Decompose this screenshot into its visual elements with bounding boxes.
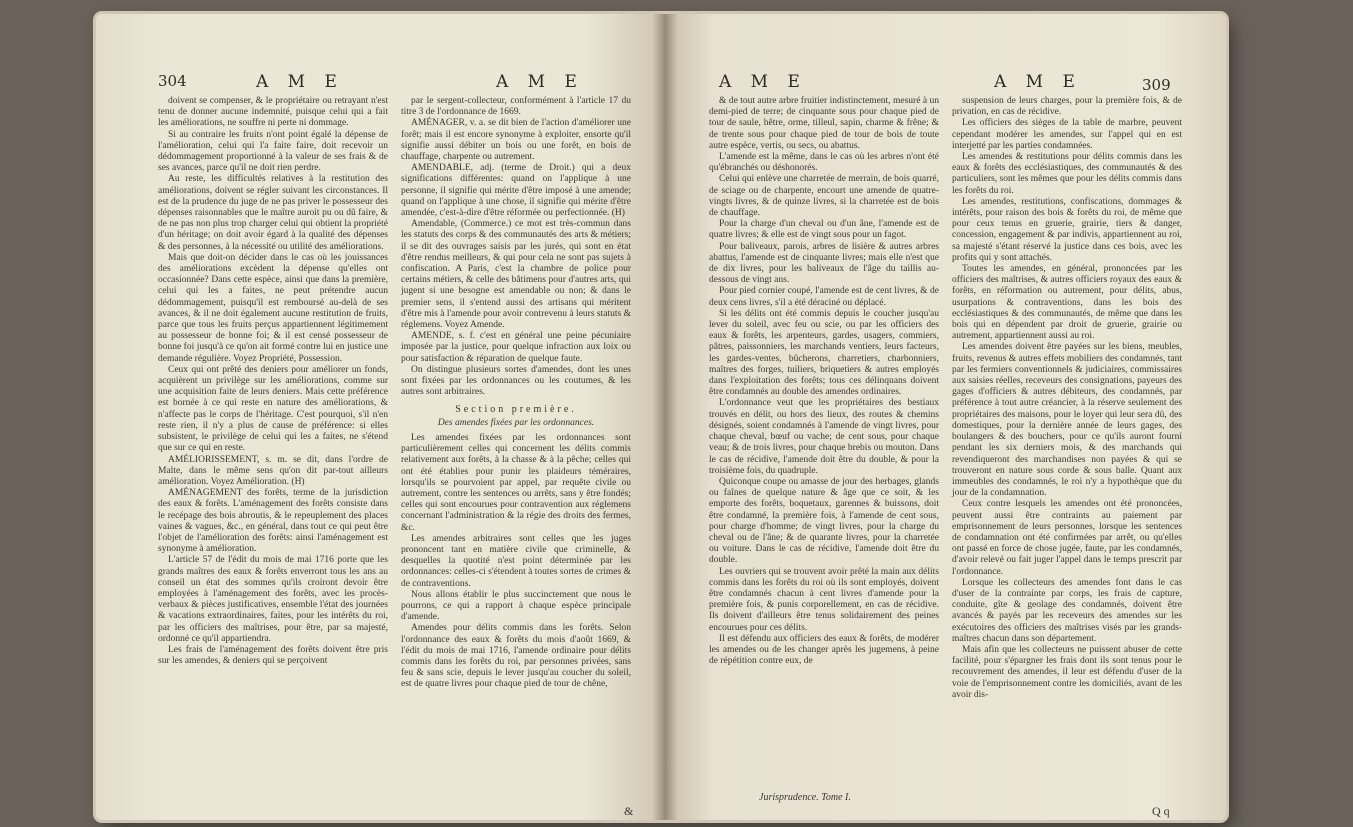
paragraph: L'article 57 de l'édit du mois de mai 1716 porte que les grands maîtres des eaux & forêts enverront tous les ans au conseil un état des sommes qu'ils croiront devoir être employées à l'aménagement des forêts, avec les procès-verbaux & pièces justificatives, ensemble l'état des journées & vacations extraordinaires, faites, pour les intérêts du roi, par les officiers des maîtrises, pour être, par sa majesté, ordonné ce qu'il appartiendra. bbox=[158, 555, 388, 644]
right-column-1 bbox=[709, 96, 939, 667]
signature-mark: Q q bbox=[1152, 804, 1170, 818]
left-column-2 bbox=[401, 96, 631, 691]
section-subtitle: Des amendes fixées par les ordonnances. bbox=[437, 417, 595, 428]
catchword: & bbox=[624, 804, 634, 818]
paragraph: Ceux contre lesquels les amendes ont été prononcées, peuvent aussi être contraints au paiement par emprisonnement de leurs personnes, lorsque les sentences de condamnation ont été confirmées par arrêt, ou qu'elles ont passé en force de chose jugée, faute, par les condamnés, d'avoir relevé ou fait juger l'appel dans le temps prescrit par l'ordonnance. bbox=[952, 499, 1182, 577]
paragraph: Amendes pour délits commis dans les forêts. Selon l'ordonnance des eaux & forêts du mois d'août 1669, & l'édit du mois de mai 1716, l'amende ordinaire pour délits commis dans les forêts du roi, par personnes privées, sans feu & sans scie, depuis le lever jusqu'au coucher du soleil, est de quatre livres pour chaque pied de tour de chêne, bbox=[401, 623, 631, 690]
paragraph: doivent se compenser, & le propriétaire ou retrayant n'est tenu de donner aucune indemnité, puisque celui qui a fait les améliorations, ne souffre ni perte ni dommage. bbox=[158, 96, 388, 129]
paragraph: Mais que doit-on décider dans le cas où les jouissances des améliorations excèdent la dépense qu'elles ont occasionnée? Dans cette espèce, ainsi que dans la première, celui qui les a faites, ne peut prétendre aucun dédommagement, puisqu'il est remboursé au-delà de ses avances, & il ne doit également aucune restitution de fruits, parce que tous les fruits perçus appartiennent légitimement au possesseur de bonne foi; & il est censé possesseur de bonne foi jusqu'à ce qu'on ait formé contre lui en justice une demande régulière. Voyez Propriété, Possession. bbox=[158, 252, 388, 364]
paragraph: Les officiers des sièges de la table de marbre, peuvent cependant modérer les amendes, sur l'appel qui en est interjetté par les parties condamnées. bbox=[952, 118, 1182, 151]
paragraph: Les amendes doivent être payées sur les biens, meubles, fruits, revenus & autres effets mobiliers des condamnés, tant par les fermiers conventionnels & judiciaires, commissaires aux saisies réelles, receveurs des consignations, payeurs des gages d'officiers & autres débiteurs, des condamnés, par préférence à tout autre créancier, à la réserve seulement des propriétaires des maisons, pour le loyer qui leur sera dû, des domestiques, pour la dernière année de leurs gages, des boulangers & des bouchers, pour ce qu'ils auront fourni pendant les six derniers mois, & des marchands qui revendiqueront des marchandises non payées & qui se trouveront en nature sous corde & sous balle. Quant aux immeubles des condamnés, le roi n'y a hypothèque que du jour de la condamnation. bbox=[952, 342, 1182, 499]
right-page bbox=[664, 14, 1226, 820]
paragraph: Quiconque coupe ou amasse de jour des herbages, glands ou faînes de quelque nature & âge que ce soit, & les emporte des forêts, boquetaux, garennes & buissons, doit être condamné, la première fois, à l'amende de cent sous, pour charge d'homme; de vingt livres, pour la charge du cheval ou de l'âne; & de quarante livres, pour la charretée ou voiture. Dans le cas de récidive, l'amende doit être du double. bbox=[709, 476, 939, 566]
paragraph: On distingue plusieurs sortes d'amendes, dont les unes sont fixées par les ordonnances ou les coutumes, & les autres sont arbitraires. bbox=[401, 364, 631, 398]
paragraph: Pour pied cornier coupé, l'amende est de cent livres, & de deux cens livres, s'il a été déraciné ou déplacé. bbox=[709, 286, 939, 308]
paragraph: Lorsque les collecteurs des amendes font dans le cas d'user de la contrainte par corps, les frais de capture, conduite, gîte & geolage des condamnés, doivent être avancés & payés par les receveurs des amendes sur les exécutoires des officiers des maîtrises visés par les grands-maîtres chacun dans son département. bbox=[952, 577, 1182, 644]
paragraph: Les frais de l'aménagement des forêts doivent être pris sur les amendes, & deniers qui se perçoivent bbox=[158, 644, 388, 667]
paragraph: Les amendes & restitutions pour délits commis dans les eaux & forêts des ecclésiastiques, des communautés & des particuliers, sont les mêmes que pour les délits commis dans les forêts du roi. bbox=[952, 152, 1182, 196]
paragraph: AMENDABLE, adj. (terme de Droit.) qui a deux significations différentes: quand on l'applique à une personne, il signifie qui mérite d'être imposé à une amende; quand on l'applique à une chose, il signifie qui mérite d'être amendée, c'est-à-dire d'être réformée ou perfectionnée. (H) bbox=[401, 163, 631, 219]
paragraph: Ceux qui ont prêté des deniers pour améliorer un fonds, acquièrent un privilège sur les améliorations, comme sur une acquisition faite de leurs deniers. Mais cette préférence est bornée à ce qui reste en nature des améliorations, & n'affecte pas le corps de l'héritage. C'est pourquoi, s'il n'en reste rien, il n'y a plus de cause de préférence: si elles subsistent, le privilège de celui qui les a faites, ne s'étend que sur ce qui en reste. bbox=[158, 364, 388, 454]
paragraph: Les ouvriers qui se trouvent avoir prêté la main aux délits commis dans les forêts du roi où ils sont employés, doivent être condamnés chacun à cent livres d'amende pour la première fois, & punis corporellement, en cas de récidive. Ils doivent d'ailleurs être tenus solidairement des peines encourues pour ces délits. bbox=[709, 566, 939, 633]
paragraph: Les amendes arbitraires sont celles que les juges prononcent tant en matière civile que criminelle, & desquelles la quotité n'est point déterminée par les ordonnances: celles-ci s'étendent à toutes sortes de crimes & de contraventions. bbox=[401, 533, 631, 589]
paragraph: AMÉNAGEMENT des forêts, terme de la jurisdiction des eaux & forêts. L'aménagement des forêts consiste dans le recépage des bois abroutis, & le repeuplement des places vaines & vagues, &c., en général, dans tout ce qui peut être l'objet de l'amélioration des forêts: ainsi l'aménagement est synonyme à amélioration. bbox=[158, 488, 388, 555]
right-page-number: 309 bbox=[1142, 76, 1171, 94]
left-running-head-a: A M E bbox=[256, 72, 344, 92]
paragraph: Nous allons établir le plus succinctement que nous le pourrons, ce qui a rapport à chaque espèce principale d'amende. bbox=[401, 589, 631, 623]
paragraph: Si au contraire les fruits n'ont point égalé la dépense de l'amélioration, celui qui l'a faite faire, doit recevoir un dédommagement proportionné à la valeur de ses frais & de ses avances, parce qu'il ne doit rien perdre. bbox=[158, 129, 388, 174]
paragraph: Toutes les amendes, en général, prononcées par les officiers des maîtrises, & autres officiers royaux des eaux & forêts, en réformation ou autrement, pour délits, abus, usurpations & contraventions, dans les bois des ecclésiastiques & des communautés, de même que dans les bois qui en dépendent par droit de gruerie, grairie ou autrement, appartiennent aussi au roi. bbox=[952, 264, 1182, 342]
left-column-1 bbox=[158, 96, 388, 667]
section-title: Section première. bbox=[455, 404, 577, 416]
paragraph: Celui qui enlève une charretée de merrain, de bois quarré, de sciage ou de charpente, encourt une amende de quatre-vingts livres, & de quinze livres, si la charretée est de bois de chauffage. bbox=[709, 174, 939, 219]
page-footer: Jurisprudence. Tome I. bbox=[759, 792, 851, 803]
paragraph: Si les délits ont été commis depuis le coucher jusqu'au lever du soleil, avec feu ou scie, ou par les officiers des eaux & forêts, les arpenteurs, gardes, usagers, commiers, pâtres, paissonniers, les marchands ventiers, leurs facteurs, les gardes-ventes, bûcherons, charretiers, charbonniers, maîtres des forges, tuiliers, briquetiers & autres employés dans l'exploitation des forêts; tous ces délinquans doivent être condamnés au double des amendes ordinaires. bbox=[709, 308, 939, 398]
paragraph: suspension de leurs charges, pour la première fois, & de privation, en cas de récidive. bbox=[952, 96, 1182, 118]
right-running-head-b: A M E bbox=[994, 72, 1082, 92]
paragraph: AMENDE, s. f. c'est en général une peine pécuniaire imposée par la justice, pour quelque infraction aux loix ou pour satisfaction & réparation de quelque faute. bbox=[401, 331, 631, 364]
left-running-head-b: A M E bbox=[496, 72, 584, 92]
paragraph: AMÉNAGER, v. a. se dit bien de l'action d'améliorer une forêt; mais il est encore synonyme à exploiter, ensorte qu'il signifie aussi débiter un bois ou une forêt, en bois de chauffage, charpente ou autrement. bbox=[401, 118, 631, 163]
paragraph: Il est défendu aux officiers des eaux & forêts, de modérer les amendes ou de les changer après les jugemens, à peine de répétition contre eux, de bbox=[709, 633, 939, 667]
right-running-head-a: A M E bbox=[719, 72, 807, 92]
paragraph: L'amende est la même, dans le cas où les arbres n'ont été qu'ébranchés ou déshonorés. bbox=[709, 152, 939, 174]
paragraph: Les amendes, restitutions, confiscations, dommages & intérêts, pour raison des bois & forêts du roi, de même que pour ceux tenus en gruerie, grairie, tiers & danger, concession, engagement & par indivis, appartiennent au roi, sa majesté s'étant réservé la justice dans ces bois, avec les profits qui y sont attachés. bbox=[952, 196, 1182, 263]
paragraph: Pour la charge d'un cheval ou d'un âne, l'amende est de quatre livres; & elle est de vingt sous pour un fagot. bbox=[709, 219, 939, 241]
paragraph: AMÉLIORISSEMENT, s. m. se dit, dans l'ordre de Malte, dans le même sens qu'on dit par-tout ailleurs amélioration. Voyez Amélioration. (H) bbox=[158, 454, 388, 487]
paragraph: Les amendes fixées par les ordonnances sont particulièrement celles qui concernent les délits commis relativement aux forêts, à la chasse & à la pêche; celles qui ont été établies pour punir les plaideurs téméraires, lorsqu'ils se pourvoient par appel, par requête civile ou autrement, contre les sentences ou arrêts, sans y être fondés; celles qui sont encourues pour contravention aux réglemens concernant l'administration & la régie des droits des fermes, &c. bbox=[401, 432, 631, 533]
paragraph: & de tout autre arbre fruitier indistinctement, mesuré à un demi-pied de terre; de cinquante sous pour chaque pied de tour de saule, hêtre, orme, tilleul, sapin, charme & frêne; & de trente sous pour chaque pied de tour de bois de toute autre espèce, vertis, ou secs, ou abattus. bbox=[709, 96, 939, 151]
paragraph: par le sergent-collecteur, conformément à l'article 17 du titre 3 de l'ordonnance de 1669. bbox=[401, 96, 631, 118]
paragraph: Au reste, les difficultés relatives à la restitution des améliorations, doivent se régler suivant les circonstances. Il est de la prudence du juge de ne pas priver le possesseur des dépenses raisonnables que le maître auroit pu ou dû faire, & de ne pas non plus trop charger celui qui obtient la propriété d'un héritage; on doit avoir égard à la qualité des dépenses & des personnes, à la nécessité ou utilité des améliorations. bbox=[158, 174, 388, 252]
paragraph: Mais afin que les collecteurs ne puissent abuser de cette facilité, pour s'épargner les frais dont ils sont tenus pour le recouvrement des amendes, il leur est défendu d'user de la voie de l'emprisonnement contre les domiciliés, avant de les avoir dis- bbox=[952, 644, 1182, 700]
right-column-2 bbox=[952, 96, 1182, 701]
left-page-number: 304 bbox=[158, 72, 187, 90]
paragraph: Pour baliveaux, parois, arbres de lisière & autres arbres abattus, l'amende est de cinquante livres; mais elle n'est que de dix livres, pour les baliveaux de l'âge du taillis au-dessous de vingt ans. bbox=[709, 241, 939, 286]
left-page bbox=[96, 14, 664, 820]
paragraph: Amendable, (Commerce.) ce mot est très-commun dans les statuts des corps & des communautés des arts & métiers; il se dit des ouvrages saisis par les jurés, qui sont en état d'être rendus meilleurs, & qui pour cela ne sont pas sujets à confiscation. A Paris, c'est la chambre de police pour certains métiers, & celle des bâtimens pour d'autres arts, qui jugent si une besogne est amendable ou non; & dans le premier sens, il s'entend aussi des artisans qui méritent d'être mis à l'amende pour avoir contrevenu à leurs statuts & réglemens. Voyez Amende. bbox=[401, 219, 631, 331]
open-book bbox=[96, 14, 1226, 820]
book-gutter bbox=[652, 14, 678, 820]
paragraph: L'ordonnance veut que les propriétaires des bestiaux trouvés en délit, ou hors des lieux, des routes & chemins désignés, soient condamnés à l'amende de vingt livres, pour chaque cheval, bœuf ou vache; de cent sous, pour chaque veau; & de trois livres, pour chaque brebis ou mouton. Dans le cas de récidive, l'amende doit être du double, & pour la troisième fois, du quadruple. bbox=[709, 398, 939, 476]
